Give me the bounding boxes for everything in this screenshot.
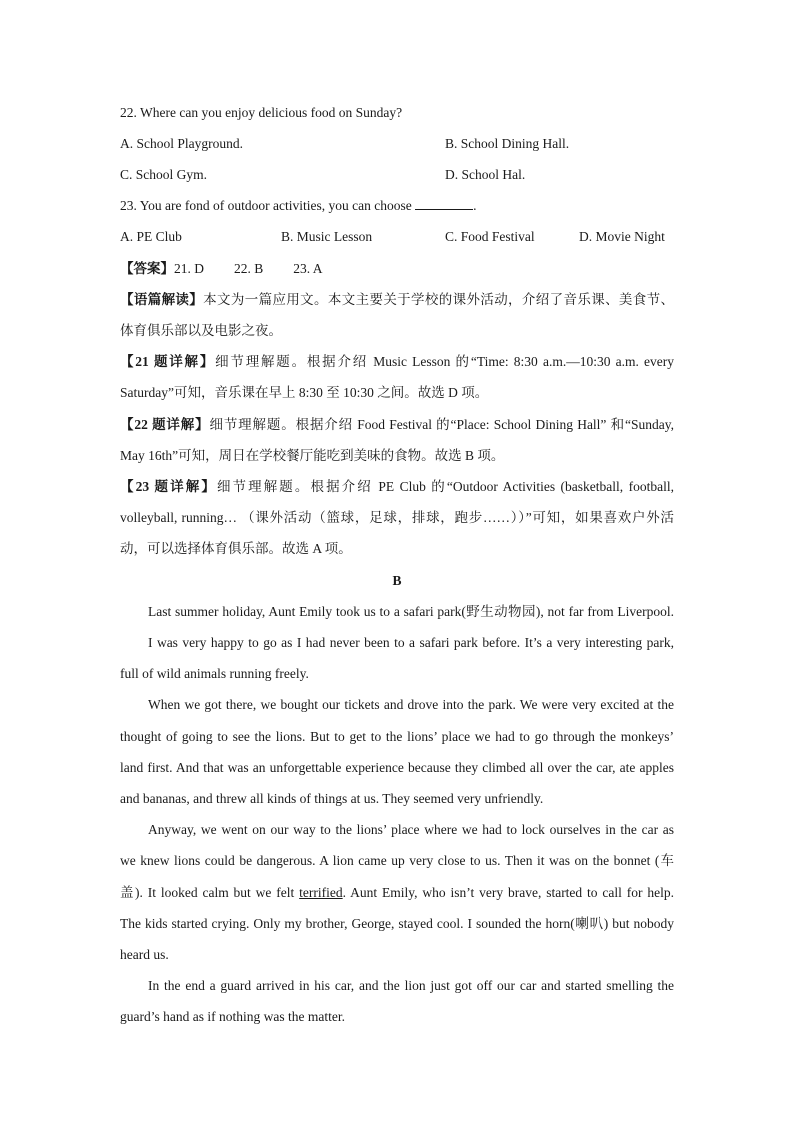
passage-p4-line-3: 盖). It looked calm but we felt terrified. Aunt Emily, who isn’t very brave, started to call for help. bbox=[120, 885, 674, 900]
detail-23-line-3: 动，可以选择体育俱乐部。故选 A 项。 bbox=[120, 541, 352, 556]
question-23 bbox=[120, 197, 476, 215]
q23-option-a: A. PE Club bbox=[120, 229, 182, 244]
detail-23-line-1: 【23 题详解】细节理解题。根据介绍 PE Club 的“Outdoor Activities (basketball, football, bbox=[120, 479, 674, 494]
detail-23-line-2: volleyball, running… （课外活动（篮球，足球，排球，跑步……））”可知，如果喜欢户外活 bbox=[120, 510, 674, 525]
answer-key bbox=[120, 260, 323, 278]
section-title: B bbox=[392, 573, 402, 588]
passage-p5-line-1: In the end a guard arrived in his car, and the lion just got off our car and started smelling the bbox=[148, 978, 674, 993]
passage-p4-line-1: Anyway, we went on our way to the lions’ place where we had to lock ourselves in the car as bbox=[148, 822, 674, 837]
analysis-label: 【语篇解读】 bbox=[120, 292, 204, 307]
q23-option-d: D. Movie Night bbox=[579, 229, 665, 244]
detail-22-line-2: May 16th”可知，周日在学校餐厅能吃到美味的食物。故选 B 项。 bbox=[120, 448, 505, 463]
q23-option-c: C. Food Festival bbox=[445, 229, 535, 244]
answer-22: 22. B bbox=[234, 261, 264, 276]
analysis-line-1: 【语篇解读】本文为一篇应用文。本文主要关于学校的课外活动，介绍了音乐课、美食节、 bbox=[120, 292, 675, 307]
detail-21-label: 【21 题详解】 bbox=[120, 354, 216, 369]
question-22: 22. Where can you enjoy delicious food on Sunday? bbox=[120, 105, 403, 120]
passage-p1: Last summer holiday, Aunt Emily took us to a safari park(野生动物园), not far from Liverpool. bbox=[148, 604, 674, 619]
detail-23-label: 【23 题详解】 bbox=[120, 479, 217, 494]
passage-p4-line-5: heard us. bbox=[120, 947, 169, 962]
answer-blank bbox=[415, 197, 473, 210]
detail-21-line-1: 【21 题详解】细节理解题。根据介绍 Music Lesson 的“Time: 8:30 a.m.—10:30 a.m. every bbox=[120, 354, 674, 369]
analysis-line-2: 体育俱乐部以及电影之夜。 bbox=[120, 323, 282, 338]
q22-option-b: B. School Dining Hall. bbox=[445, 136, 570, 151]
q22-option-d: D. School Hal. bbox=[445, 167, 526, 182]
q23-text-before: 23. You are fond of outdoor activities, you can choose bbox=[120, 198, 416, 213]
passage-p3-line-4: and bananas, and threw all kinds of things at us. They seemed very unfriendly. bbox=[120, 791, 544, 806]
passage-p2-line-1: I was very happy to go as I had never been to a safari park before. It’s a very interesting park, bbox=[148, 635, 674, 650]
detail-22-line-1: 【22 题详解】细节理解题。根据介绍 Food Festival 的“Place: School Dining Hall” 和“Sunday, bbox=[120, 417, 674, 432]
answer-23: 23. A bbox=[293, 261, 323, 276]
answer-21: 21. D bbox=[174, 261, 204, 276]
passage-p5-line-2: guard’s hand as if nothing was the matter. bbox=[120, 1009, 345, 1024]
underlined-word: terrified bbox=[299, 885, 343, 900]
passage-p3-line-2: thought of going to see the lions. But to get to the lions’ place we had to go through the monkeys’ bbox=[120, 729, 674, 744]
q22-option-c: C. School Gym. bbox=[120, 167, 208, 182]
passage-p2-line-2: full of wild animals running freely. bbox=[120, 666, 309, 681]
q22-option-a: A. School Playground. bbox=[120, 136, 243, 151]
passage-p3-line-3: land first. And that was an unforgettable experience because they climbed all over the car, ate apples bbox=[120, 760, 674, 775]
q23-text-after: . bbox=[473, 198, 477, 213]
detail-22-label: 【22 题详解】 bbox=[120, 417, 210, 432]
q23-option-b: B. Music Lesson bbox=[281, 229, 373, 244]
passage-p3-line-1: When we got there, we bought our tickets and drove into the park. We were very excited at the bbox=[148, 697, 674, 712]
answer-label: 【答案】 bbox=[120, 261, 174, 276]
passage-p4-line-4: The kids started crying. Only my brother, George, stayed cool. I sounded the horn(喇叭) but nobody bbox=[120, 916, 674, 931]
passage-p4-line-2: we knew lions could be dangerous. A lion came up very close to us. Then it was on the bonnet (车 bbox=[120, 853, 674, 868]
detail-21-line-2: Saturday”可知，音乐课在早上 8:30 至 10:30 之间。故选 D 项。 bbox=[120, 385, 489, 400]
